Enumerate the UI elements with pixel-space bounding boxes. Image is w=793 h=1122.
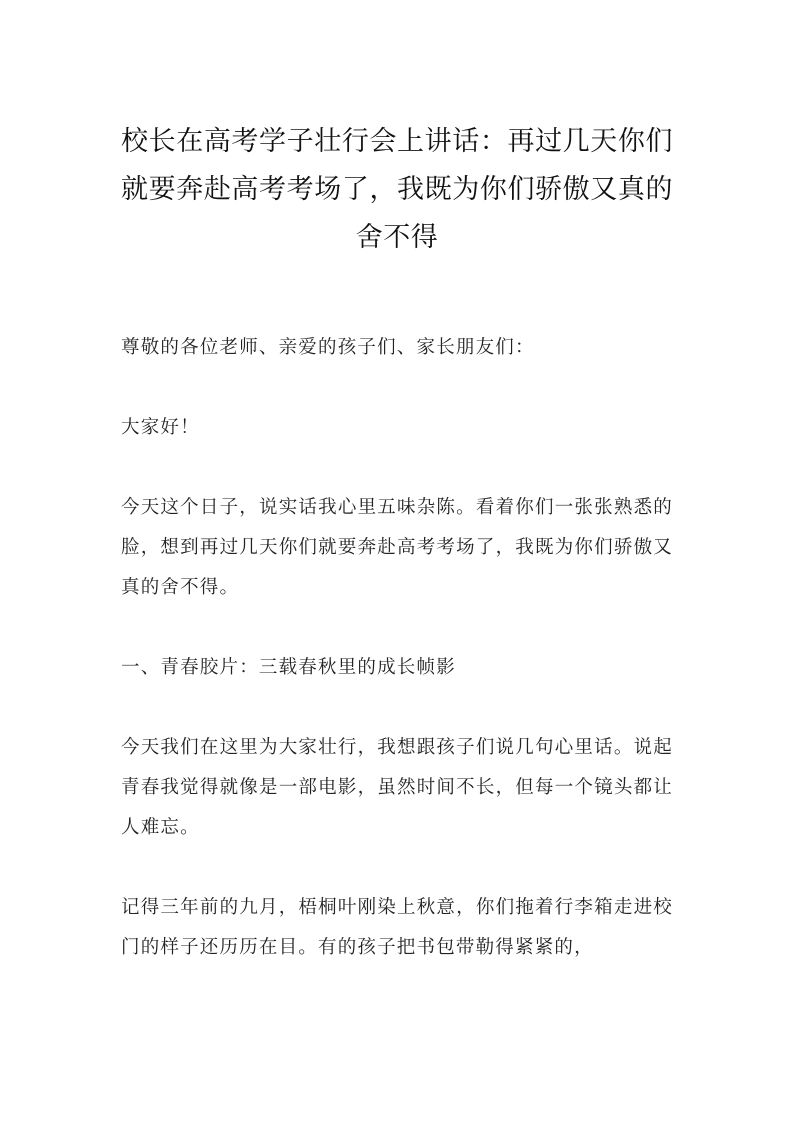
salutation: 尊敬的各位老师、亲爱的孩子们、家长朋友们： <box>121 337 535 358</box>
body-paragraph: 今天这个日子，说实话我心里五味杂陈。看着你们一张张熟悉的脸，想到再过几天你们就要奔赴高考考场了，我既为你们骄傲又真的舍不得。 <box>121 497 673 598</box>
spacer <box>121 848 673 888</box>
spacer <box>121 608 673 648</box>
body-paragraph: 记得三年前的九月，梧桐叶刚染上秋意，你们拖着行李箱走进校门的样子还历历在目。有的孩子把书包带勒得紧紧的， <box>121 897 673 958</box>
spacer <box>121 448 673 488</box>
body-paragraph: 今天我们在这里为大家壮行，我想跟孩子们说几句心里话。说起青春我觉得就像是一部电影，虽然时间不长，但每一个镜头都让人难忘。 <box>121 737 673 838</box>
document-title: 校长在高考学子壮行会上讲话：再过几天你们就要奔赴高考考场了，我既为你们骄傲又真的舍不得 <box>121 126 673 253</box>
spacer <box>121 368 673 408</box>
section-heading: 一、青春胶片：三载春秋里的成长帧影 <box>121 657 456 678</box>
spacer <box>121 262 673 328</box>
greeting: 大家好！ <box>121 417 200 438</box>
document-page <box>121 118 673 968</box>
spacer <box>121 688 673 728</box>
